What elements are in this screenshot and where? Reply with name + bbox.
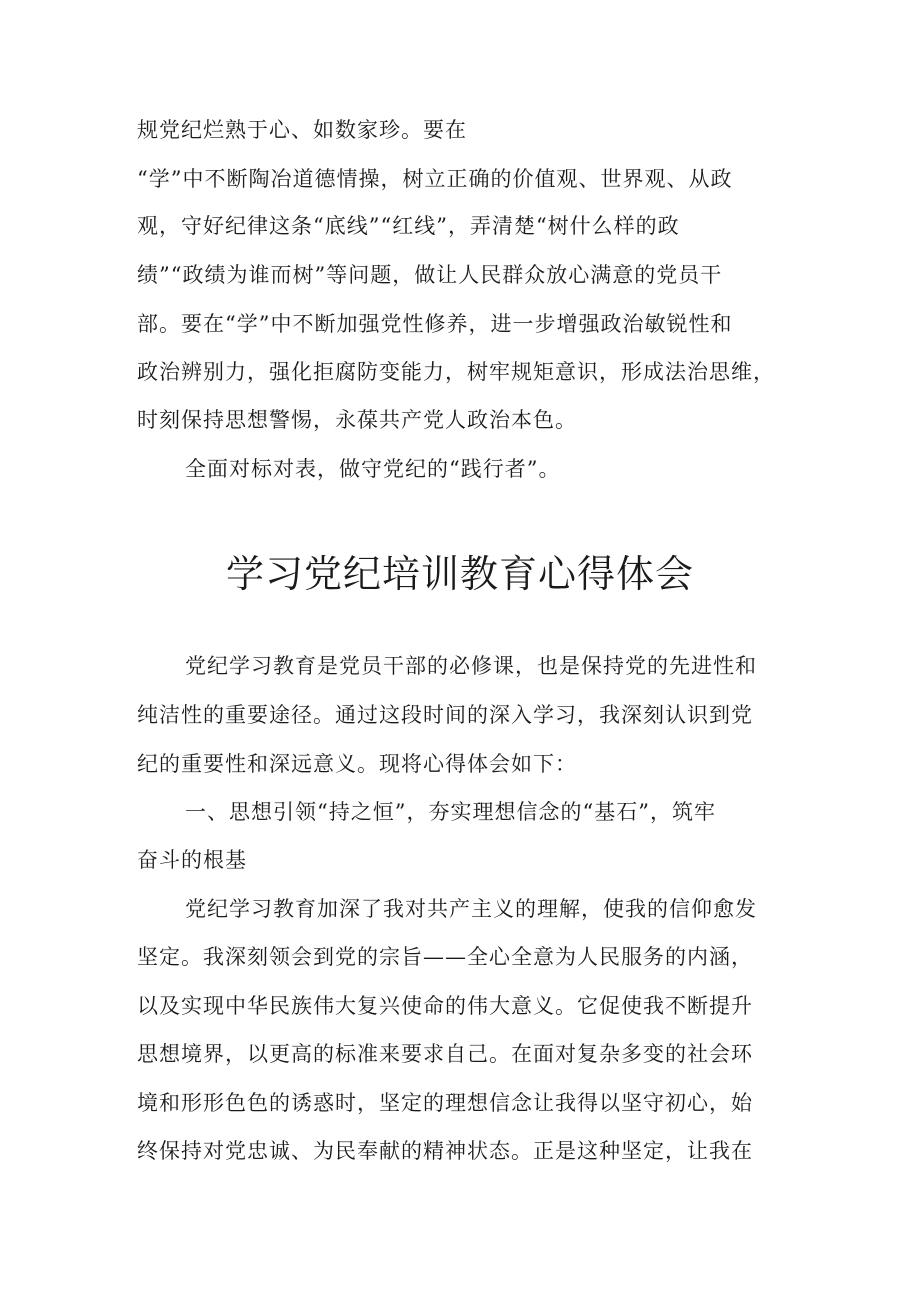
paragraph-line: 纯洁性的重要途径。通过这段时间的深入学习，我深刻认识到党 — [137, 703, 753, 727]
paragraph-line: 终保持对党忠诚、为民奉献的精神状态。正是这种坚定，让我在 — [137, 1139, 753, 1163]
paragraph-line: 部。要在“学”中不断加强党性修养，进一步增强政治敏锐性和 — [137, 312, 733, 336]
section-heading-line: 全面对标对表，做守党纪的“践行者”。 — [185, 457, 561, 481]
paragraph-line: 党纪学习教育加深了我对共产主义的理解，使我的信仰愈发 — [185, 897, 757, 921]
paragraph-line: 绩”“政绩为谁而树”等问题，做让人民群众放心满意的党员干 — [137, 263, 723, 287]
section-heading-line: 一、思想引领“持之恒”，夯实理想信念的“基石”，筑牢 — [185, 800, 716, 824]
paragraph-line: 规党纪烂熟于心、如数家珍。要在 — [137, 118, 467, 142]
document-title: 学习党纪培训教育心得体会 — [225, 552, 694, 596]
paragraph-line: 以及实现中华民族伟大复兴使命的伟大意义。它促使我不断提升 — [137, 994, 753, 1018]
paragraph-line: 坚定。我深刻领会到党的宗旨——全心全意为人民服务的内涵， — [137, 945, 753, 969]
paragraph-line: 思想境界，以更高的标准来要求自己。在面对复杂多变的社会环 — [137, 1042, 753, 1066]
paragraph-line: 观，守好纪律这条“底线”“红线”，弄清楚“树什么样的政 — [137, 214, 680, 238]
paragraph-line: 党纪学习教育是党员干部的必修课，也是保持党的先进性和 — [185, 654, 757, 678]
paragraph-line: 时刻保持思想警惕，永葆共产党人政治本色。 — [137, 408, 577, 432]
paragraph-line: 纪的重要性和深远意义。现将心得体会如下： — [137, 752, 577, 776]
paragraph-line: 境和形形色色的诱惑时，坚定的理想信念让我得以坚守初心，始 — [137, 1091, 753, 1115]
section-heading-line: 奋斗的根基 — [137, 848, 247, 872]
paragraph-line: 政治辨别力，强化拒腐防变能力，树牢规矩意识，形成法治思维， — [137, 360, 775, 384]
paragraph-line: “学”中不断陶冶道德情操，树立正确的价值观、世界观、从政 — [137, 167, 733, 191]
